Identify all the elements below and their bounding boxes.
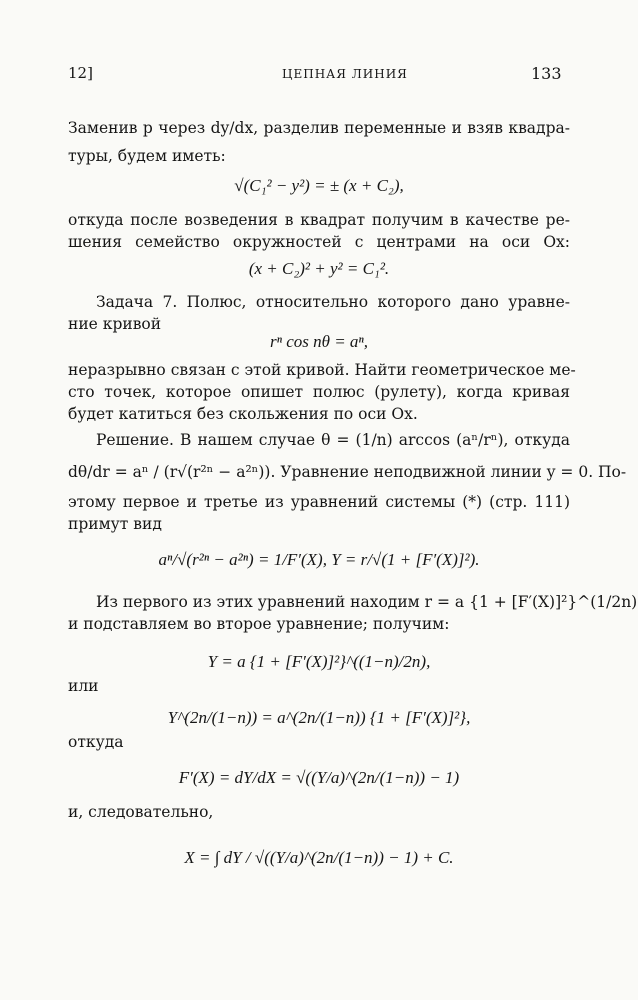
text-line-17: откуда	[68, 733, 124, 751]
text-line-12: этому первое и третье из уравнений системы (*) (стр. 111)	[68, 493, 570, 511]
equation-4: aⁿ/√(r²ⁿ − a²ⁿ) = 1/F′(X), Y = r/√(1 + [F′(X)]²).	[158, 550, 480, 569]
page-number: 133	[531, 64, 562, 83]
text-line-13: примут вид	[68, 515, 162, 533]
text-line-8: сто точек, которое опишет полюс (рулету), когда кривая	[68, 383, 570, 401]
equation-1: √(C₁² − y²) = ± (x + C₂),	[234, 176, 404, 195]
text-line-4: шения семейство окружностей с центрами на оси Ox:	[68, 233, 570, 251]
equation-5: Y = a {1 + [F′(X)]²}^((1−n)/2n),	[207, 652, 431, 671]
text-line-10: Решение. В нашем случае θ = (1/n) arccos (aⁿ/rⁿ), откуда	[96, 431, 570, 449]
equation-3: rⁿ cos nθ = aⁿ,	[269, 332, 369, 351]
text-line-16: или	[68, 677, 99, 695]
text-line-14: Из первого из этих уравнений находим r = a {1 + [F′(X)]²}^(1/2n)	[96, 593, 638, 611]
equation-8: X = ∫ dY / √((Y/a)^(2n/(1−n)) − 1) + C.	[184, 848, 454, 867]
text-line-15: и подставляем во второе уравнение; получим:	[68, 615, 450, 633]
text-line-7: неразрывно связан с этой кривой. Найти геометрическое ме-	[68, 361, 576, 379]
text-line-9: будет катиться без скольжения по оси Ox.	[68, 405, 418, 423]
text-line-1: Заменив p через dy/dx, разделив переменные и взяв квадра-	[68, 119, 570, 137]
text-line-18: и, следовательно,	[68, 803, 214, 821]
text-line-3: откуда после возведения в квадрат получим в качестве ре-	[68, 211, 570, 229]
equation-2: (x + C₂)² + y² = C₁².	[248, 259, 390, 278]
equation-7: F′(X) = dY/dX = √((Y/a)^(2n/(1−n)) − 1)	[178, 768, 460, 787]
section-number: 12]	[68, 64, 93, 82]
running-title: ЦЕПНАЯ ЛИНИЯ	[282, 67, 408, 81]
equation-6: Y^(2n/(1−n)) = a^(2n/(1−n)) {1 + [F′(X)]²},	[167, 708, 471, 727]
text-line-6: ние кривой	[68, 315, 162, 333]
text-line-2: туры, будем иметь:	[68, 147, 226, 165]
text-line-11: dθ/dr = aⁿ / (r√(r²ⁿ − a²ⁿ)). Уравнение неподвижной линии y = 0. По-	[68, 463, 627, 481]
text-line-5: Задача 7. Полюс, относительно которого дано уравне-	[96, 293, 570, 311]
